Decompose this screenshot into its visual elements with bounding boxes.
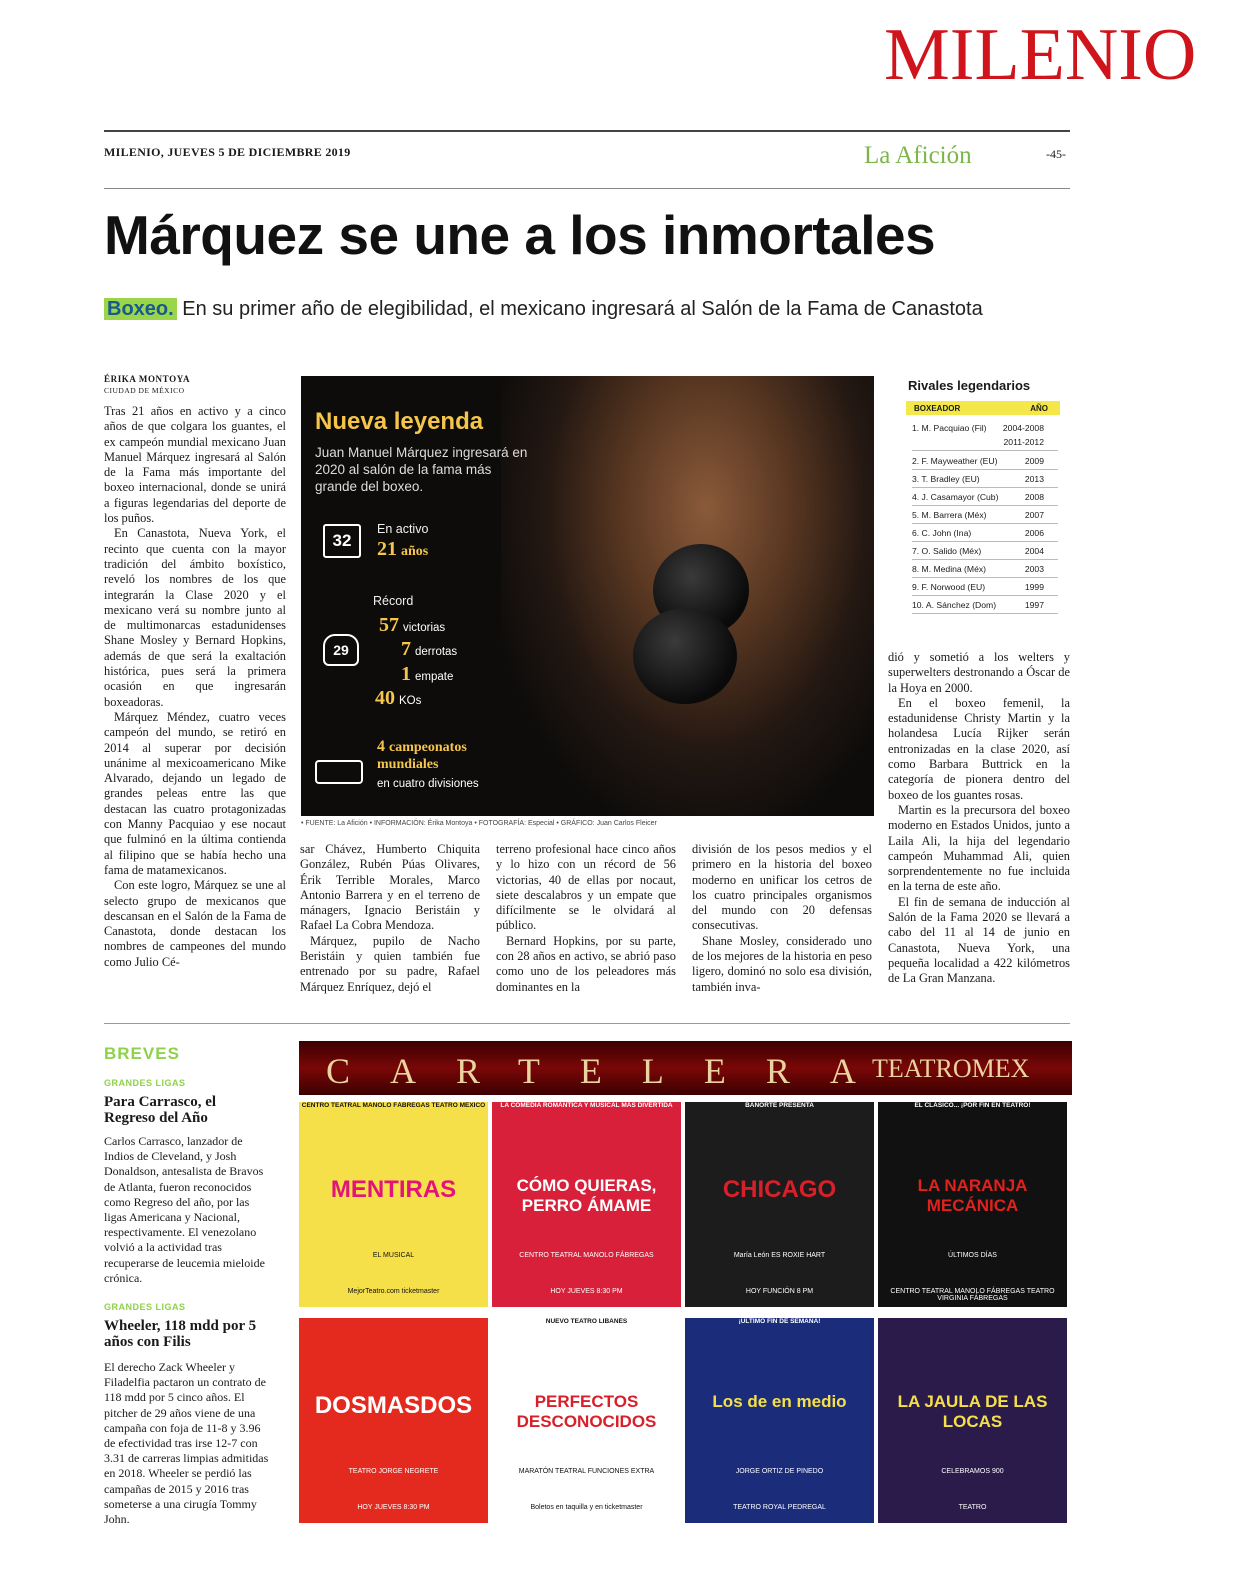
brief-headline: Para Carrasco, el Regreso del Año — [104, 1094, 217, 1126]
table-row: 6. C. John (Ina) 2006 — [912, 523, 1058, 542]
titles-line-2: mundiales — [377, 757, 439, 772]
article-column-2 — [300, 842, 480, 995]
article-column-4 — [692, 842, 872, 995]
table-row: 7. O. Salido (Méx) 2004 — [912, 541, 1058, 560]
theater-ad — [878, 1318, 1067, 1523]
article-column-3 — [496, 842, 676, 995]
paragraph: En Canastota, Nueva York, el recinto que cuenta con la mayor tradición del ámbito boxístico, reveló los nombres de los que integrarán la Clase 2020 y el mexicano verá su nombre junto al de multimonarcas estadunidenses Shane Mosley y Bernard Hopkins, además de que será la exaltación histórica, pues será la primera ocasión en que ingresarán boxeadoras. — [104, 526, 286, 709]
table-row: 1. M. Pacquiao (Fil) 2004-2008 2011-2012 — [912, 418, 1058, 451]
deck-text: En su primer año de elegibilidad, el mexicano ingresará al Salón de la Fama de Canastota — [182, 298, 983, 320]
table-row: 4. J. Casamayor (Cub) 2008 — [912, 487, 1058, 506]
graphic-title: Nueva leyenda — [315, 408, 484, 435]
ad-footer: HOY JUEVES 8:30 PM — [550, 1288, 623, 1295]
paragraph: En el boxeo femenil, la estadunidense Christy Martin y la holandesa Lucía Rijker serán entronizadas en la clase 2020, así como Barbara Buttrick en la categoría de pionera dentro del boxeo de los guantes rosas. — [888, 695, 1070, 802]
theater-ad — [878, 1102, 1067, 1307]
titles-line: 4 campeonatos — [377, 738, 467, 755]
ad-title: Los de en medio — [712, 1392, 847, 1411]
byline-place: CIUDAD DE MÉXICO — [104, 386, 185, 395]
theater-ad — [685, 1318, 874, 1523]
theater-ad — [492, 1318, 681, 1523]
ad-header: NUEVO TEATRO LIBANÉS — [545, 1318, 628, 1325]
ad-header: EL CLÁSICO... ¡POR FIN EN TEATRO! — [914, 1102, 1031, 1109]
ad-subtitle: JORGE ORTIZ DE PINEDO — [735, 1468, 824, 1475]
deck-kicker: Boxeo. — [104, 298, 177, 320]
top-rule — [104, 130, 1070, 132]
record-row: 1 empate — [401, 663, 454, 685]
article-column-5 — [888, 650, 1070, 987]
belt-icon — [315, 760, 363, 784]
record-label: Récord — [373, 594, 414, 608]
brief-body: El derecho Zack Wheeler y Filadelfia pactaron un contrato de 118 mdd por 5 cinco años. El pitcher de 29 años viene de una campaña con foja de 11-8 y 3.96 de efectividad tras irse 12-7 con 3.31 de carreras limpias admitidas en 2018. Wheeler se perdió las campañas de 2015 y 2016 tras someterse a una cirugía Tommy John. — [104, 1360, 269, 1527]
page-number: -45- — [1046, 147, 1066, 161]
table-row: 2. F. Mayweather (EU) 2009 — [912, 451, 1058, 470]
ad-header: ¡ÚLTIMO FIN DE SEMANA! — [738, 1318, 821, 1325]
ad-footer: TEATRO — [958, 1504, 987, 1511]
ad-subtitle: EL MUSICAL — [372, 1252, 415, 1259]
ad-footer: TEATRO ROYAL PEDREGAL — [733, 1504, 826, 1511]
ad-title: MENTIRAS — [330, 1176, 457, 1203]
ad-header: BANORTE PRESENTA — [745, 1102, 814, 1109]
paragraph: El fin de semana de inducción al Salón de la Fama 2020 se llevará a cabo del 11 al 14 de junio en Canastota, Nueva York, una pequeña localidad a 422 kilómetros de La Gran Manzana. — [888, 894, 1070, 986]
ad-title: DOSMASDOS — [314, 1392, 473, 1419]
record-row: 7 derrotas — [401, 638, 458, 660]
article-column-1 — [104, 404, 286, 970]
table-row: 9. F. Norwood (EU) 1999 — [912, 577, 1058, 596]
theater-ad — [492, 1102, 681, 1307]
ad-subtitle: CELEBRAMOS 900 — [941, 1468, 1004, 1475]
glove-icon: 29 — [323, 634, 359, 666]
ad-title: CÓMO QUIERAS, PERRO ÁMAME — [516, 1176, 657, 1215]
table-row: 10. A. Sánchez (Dom) 1997 — [912, 595, 1058, 614]
paragraph: Márquez, pupilo de Nacho Beristáin y quien también fue entrenado por su padre, Rafael Márquez Enríquez, dejó el — [300, 933, 480, 994]
ad-title: LA JAULA DE LAS LOCAS — [897, 1392, 1048, 1431]
sponsor-logo: TEATROMEX — [872, 1054, 1030, 1083]
headline: Márquez se une a los inmortales — [104, 204, 936, 266]
paragraph: Bernard Hopkins, por su parte, con 28 años en activo, se abrió paso como uno de los peleadores más dominantes en la — [496, 933, 676, 994]
ad-footer: CENTRO TEATRAL MANOLO FÁBREGAS TEATRO VIRGINIA FÁBREGAS — [890, 1288, 1055, 1302]
paragraph: división de los pesos medios y el primero en la historia del boxeo moderno en unificar los cetros de los cuatro principales organismos del mundo con 20 defensas consecutivas. — [692, 842, 872, 933]
paragraph: sar Chávez, Humberto Chiquita González, Rubén Púas Olivares, Érik Terrible Morales, Marco Antonio Barrera y en el terreno de mánagers, Ignacio Beristáin y Rafael La Cobra Mendoza. — [300, 842, 480, 933]
ad-title: PERFECTOS DESCONOCIDOS — [516, 1392, 657, 1431]
paragraph: Con este logro, Márquez se une al selecto grupo de mexicanos que descansan en el Salón de la Fama de Canastota, donde destacan los nombres de campeones del mundo como Julio Cé- — [104, 878, 286, 969]
active-years: 21 años — [377, 538, 429, 560]
paragraph: Márquez Méndez, cuatro veces campeón del mundo, se retiró en 2014 al superar por decisión unánime al mexicoamericano Mike Alvarado, dejando un legado de grandes peleas entre las que destacan las cuatro protagonizadas con Manny Pacquiao y ese nocaut que fulminó en la última contienda al filipino que se había hecho una fama de matamexicanos. — [104, 709, 286, 877]
graphic-credits: • FUENTE: La Afición • INFORMACIÓN: Érika Montoya • FOTOGRAFÍA: Especial • GRÁFICO: Juan Carlos Fleicer — [301, 820, 657, 827]
record-row: 57 victorias — [379, 614, 446, 636]
table-header: BOXEADOR AÑO — [906, 401, 1060, 415]
ad-footer: HOY FUNCIÓN 8 PM — [745, 1288, 814, 1295]
ad-footer: Boletos en taquilla y en ticketmaster — [530, 1504, 643, 1511]
section-divider — [104, 1023, 1070, 1024]
infographic — [301, 376, 874, 816]
ad-title: CHICAGO — [722, 1176, 837, 1203]
deck — [104, 298, 983, 321]
paragraph: Martin es la precursora del boxeo moderno en Estados Unidos, junto a Laila Ali, la hija del legendario campeón Muhammad Ali, quien sorprendentemente no fue incluida en la terna de este año. — [888, 802, 1070, 894]
cartelera-title: CARTELERA — [326, 1051, 896, 1091]
graphic-subtitle: Juan Manuel Márquez ingresará en 2020 al salón de la fama más grande del boxeo. — [315, 445, 528, 494]
brief-kicker: GRANDES LIGAS — [104, 1078, 186, 1088]
section-name: La Afición — [864, 142, 972, 169]
byline: ÉRIKA MONTOYA — [104, 374, 191, 384]
ad-subtitle: MARATÓN TEATRAL FUNCIONES EXTRA — [518, 1468, 655, 1475]
paragraph: Tras 21 años en activo y a cinco años de que colgara los guantes, el ex campeón mundial mexicano Juan Manuel Márquez ingresará al Salón de la Fama más importante del boxeo internacional, donde se unirá a figuras legendarias del deporte de los puños. — [104, 404, 286, 526]
ad-title: LA NARANJA MECÁNICA — [917, 1176, 1028, 1215]
brief-body: Carlos Carrasco, lanzador de Indios de Cleveland, y Josh Donaldson, antesalista de Bravos de Atlanta, fueron reconocidos como Regreso del año, por las ligas Americana y Nacional, respectivamente. El venezolano volvió a la actividad tras recuperarse de leucemia mieloide crónica. — [104, 1134, 265, 1285]
active-label: En activo — [377, 522, 429, 536]
theater-ad — [685, 1102, 874, 1307]
calendar-icon: 32 — [323, 524, 361, 558]
brief-headline: Wheeler, 118 mdd por 5 años con Filis — [104, 1318, 257, 1350]
theater-ad — [299, 1102, 488, 1307]
paragraph: dió y sometió a los welters y superwelters destronando a Óscar de la Hoya en 2000. — [888, 650, 1070, 695]
ad-footer: HOY JUEVES 8:30 PM — [357, 1504, 430, 1511]
table-row: 8. M. Medina (Méx) 2003 — [912, 559, 1058, 578]
ad-subtitle: María León ES ROXIE HART — [733, 1252, 826, 1259]
ad-subtitle: CENTRO TEATRAL MANOLO FÁBREGAS — [519, 1252, 654, 1259]
breves-title: BREVES — [104, 1044, 180, 1063]
ad-header: LA COMEDIA ROMÁNTICA Y MUSICAL MÁS DIVERTIDA — [500, 1102, 673, 1109]
ad-footer: MejorTeatro.com ticketmaster — [347, 1288, 440, 1295]
paragraph: terreno profesional hace cinco años y lo hizo con un récord de 56 victorias, 40 de ellas por nocaut, siete descalabros y un empate que difícilmente se le olvidará al público. — [496, 842, 676, 933]
boxing-glove-right — [633, 608, 737, 704]
table-title: Rivales legendarios — [908, 378, 1031, 393]
titles-sub: en cuatro divisiones — [377, 778, 479, 790]
table-row: 3. T. Bradley (EU) 2013 — [912, 469, 1058, 488]
record-row: 40 KOs — [375, 687, 422, 709]
dateline: MILENIO, JUEVES 5 DE DICIEMBRE 2019 — [104, 145, 351, 159]
ad-subtitle: ÚLTIMOS DÍAS — [948, 1252, 997, 1259]
table-row: 5. M. Barrera (Méx) 2007 — [912, 505, 1058, 524]
brand-logo: MILENIO — [884, 14, 1197, 96]
header-rule — [104, 188, 1070, 189]
paragraph: Shane Mosley, considerado uno de los mejores de la historia en peso ligero, dominó no solo esa división, también inva- — [692, 933, 872, 994]
ad-header: CENTRO TEATRAL MANOLO FÁBREGAS TEATRO MÉXICO — [301, 1102, 486, 1109]
brief-kicker: GRANDES LIGAS — [104, 1302, 186, 1312]
theater-ad — [299, 1318, 488, 1523]
ad-subtitle: TEATRO JORGE NEGRETE — [348, 1468, 439, 1475]
